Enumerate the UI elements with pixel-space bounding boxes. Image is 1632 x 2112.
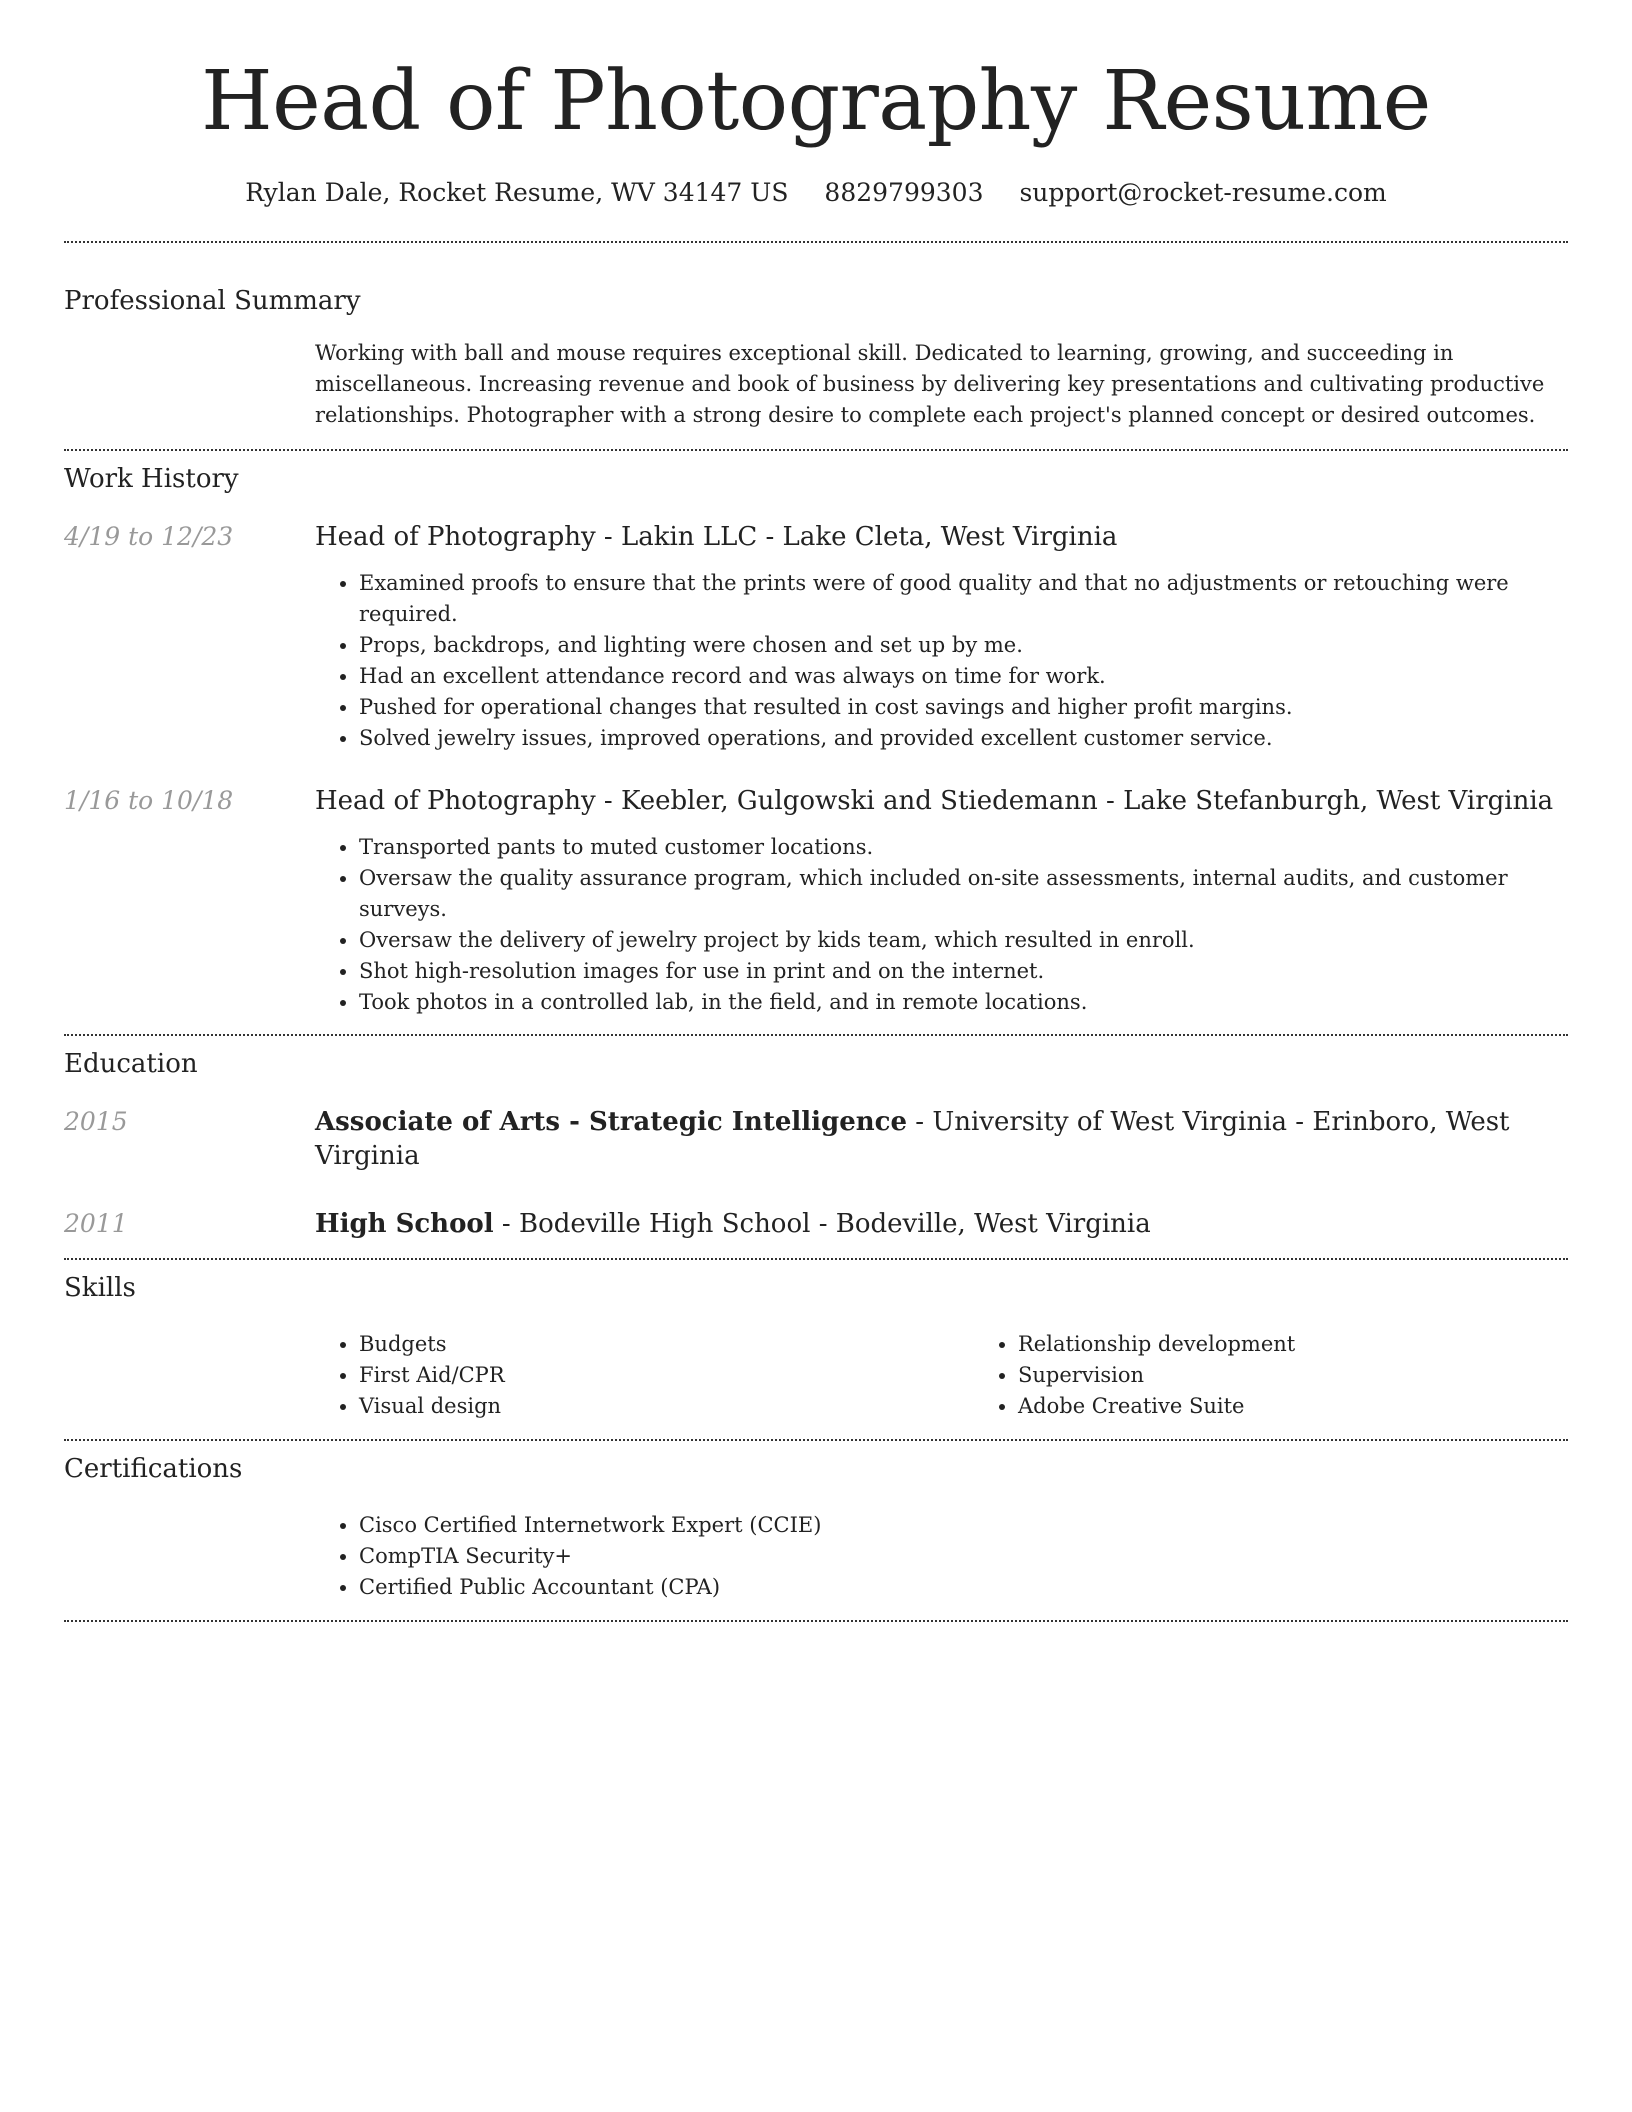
list-item: • Oversaw the delivery of jewelry project by kids team, which resulted in enroll. bbox=[359, 925, 1568, 956]
job-title-line bbox=[315, 784, 1568, 818]
list-item: • Visual design bbox=[359, 1391, 974, 1422]
resume-title: Head of Photography Resume bbox=[201, 54, 1431, 149]
section-title-education: Education bbox=[64, 1049, 198, 1079]
education-year: 2011 bbox=[64, 1209, 128, 1238]
list-item: • Had an excellent attendance record and was always on time for work. bbox=[359, 661, 1568, 692]
list-item: • Transported pants to muted customer locations. bbox=[359, 832, 1568, 863]
skills-column-left bbox=[315, 1329, 974, 1422]
divider bbox=[64, 1620, 1568, 1622]
education-line bbox=[315, 1207, 1568, 1241]
education-year: 2015 bbox=[64, 1107, 128, 1136]
section-title-work-history: Work History bbox=[64, 464, 239, 494]
job-company-location: - Lakin LLC - Lake Cleta, West Virginia bbox=[595, 522, 1118, 552]
job-bullets bbox=[315, 568, 1568, 754]
list-item: • Cisco Certified Internetwork Expert (CCIE) bbox=[359, 1510, 1568, 1541]
job-dates: 4/19 to 12/23 bbox=[64, 522, 234, 551]
job-entry bbox=[64, 520, 1568, 754]
job-company-location: - Keebler, Gulgowski and Stiedemann - Lake Stefanburgh, West Virginia bbox=[595, 786, 1554, 816]
resume-page bbox=[64, 0, 1568, 1622]
education-entry bbox=[64, 1207, 1568, 1241]
contact-address: Rylan Dale, Rocket Resume, WV 34147 US bbox=[245, 178, 789, 207]
list-item: • Adobe Creative Suite bbox=[1018, 1391, 1632, 1422]
contact-line bbox=[64, 176, 1568, 210]
list-item: • Took photos in a controlled lab, in the field, and in remote locations. bbox=[359, 987, 1568, 1018]
contact-email: support@rocket-resume.com bbox=[1019, 178, 1387, 207]
divider bbox=[64, 1258, 1568, 1260]
list-item: • First Aid/CPR bbox=[359, 1360, 974, 1391]
list-item: • Relationship development bbox=[1018, 1329, 1632, 1360]
job-title: Head of Photography bbox=[315, 786, 596, 816]
list-item: • Supervision bbox=[1018, 1360, 1632, 1391]
education-entry bbox=[64, 1105, 1568, 1173]
job-entry bbox=[64, 784, 1568, 1018]
list-item: • Solved jewelry issues, improved operations, and provided excellent customer service. bbox=[359, 723, 1568, 754]
job-title: Head of Photography bbox=[315, 522, 596, 552]
list-item: • Budgets bbox=[359, 1329, 974, 1360]
list-item: • Oversaw the quality assurance program, which included on-site assessments, internal audits, and customer surveys. bbox=[359, 863, 1568, 925]
list-item: • Pushed for operational changes that resulted in cost savings and higher profit margins. bbox=[359, 692, 1568, 723]
section-title-skills: Skills bbox=[64, 1273, 136, 1303]
list-item: • Shot high-resolution images for use in print and on the internet. bbox=[359, 956, 1568, 987]
list-item: • Certified Public Accountant (CPA) bbox=[359, 1572, 1568, 1603]
skills-column-right bbox=[974, 1329, 1632, 1422]
list-item: • Props, backdrops, and lighting were chosen and set up by me. bbox=[359, 630, 1568, 661]
divider bbox=[64, 449, 1568, 451]
divider bbox=[64, 1439, 1568, 1441]
job-dates: 1/16 to 10/18 bbox=[64, 786, 234, 815]
summary-text: Working with ball and mouse requires exceptional skill. Dedicated to learning, growing, and succeeding in miscellaneous. Increasing revenue and book of business by delivering key presentations and cultivating productive relationships. Photographer with a strong desire to complete each project's planned concept or desired outcomes. bbox=[315, 341, 1545, 427]
contact-phone: 8829799303 bbox=[824, 178, 984, 207]
divider bbox=[64, 241, 1568, 243]
education-degree: Associate of Arts - Strategic Intelligence bbox=[315, 1107, 908, 1137]
education-school: - University of West Virginia - Erinboro, West Virginia bbox=[315, 1107, 1510, 1171]
list-item: • Examined proofs to ensure that the prints were of good quality and that no adjustments or retouching were required. bbox=[359, 568, 1568, 630]
section-title-certifications: Certifications bbox=[64, 1454, 243, 1484]
education-degree: High School bbox=[315, 1209, 494, 1239]
education-school: - Bodeville High School - Bodeville, West Virginia bbox=[493, 1209, 1151, 1239]
list-item: • CompTIA Security+ bbox=[359, 1541, 1568, 1572]
skills-list bbox=[315, 1329, 1632, 1422]
divider bbox=[64, 1034, 1568, 1036]
education-line bbox=[315, 1105, 1568, 1173]
job-bullets bbox=[315, 832, 1568, 1018]
job-title-line bbox=[315, 520, 1568, 554]
certifications-list bbox=[315, 1510, 1568, 1603]
section-title-summary: Professional Summary bbox=[64, 286, 361, 316]
